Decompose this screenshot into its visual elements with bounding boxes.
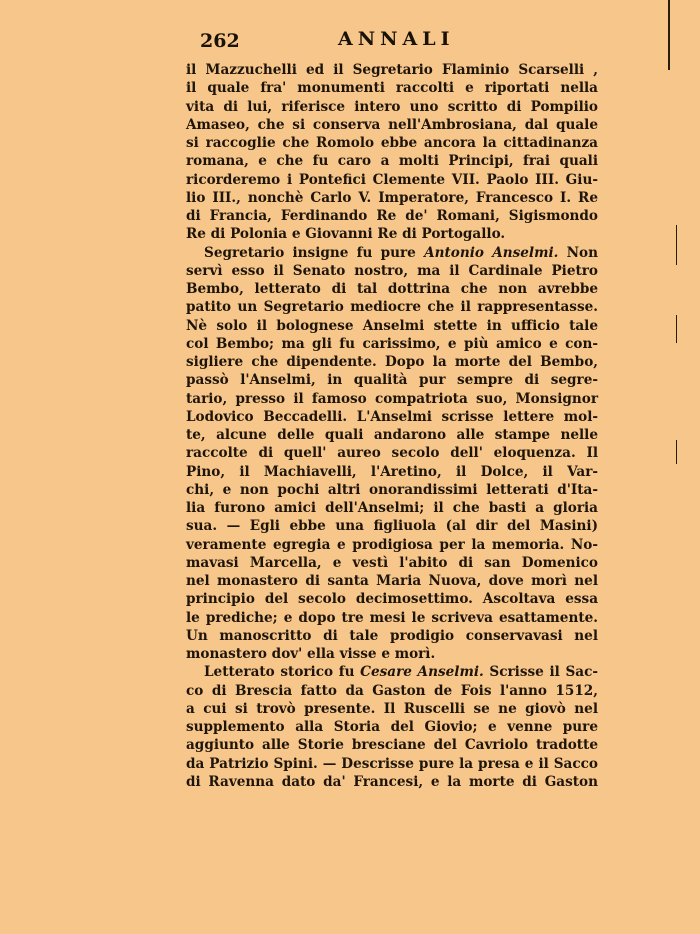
edge-mark — [676, 315, 677, 343]
text-line: lia furono amici dell'Anselmi; il che basti a gloria — [186, 500, 598, 516]
text-line — [186, 244, 598, 262]
text-line: a cui si trovò presente. Il Ruscelli se ne giovò nel — [186, 700, 598, 717]
person-name-italic: Antonio Anselmi. — [424, 244, 559, 261]
text-line: lio III., nonchè Carlo V. Imperatore, Francesco I. Re — [186, 189, 598, 206]
text-line: di Francia, Ferdinando Re de' Romani, Sigismondo — [186, 208, 598, 224]
text-line: le prediche; e dopo tre mesi le scriveva esattamente. — [186, 609, 598, 626]
running-title: ANNALI — [338, 28, 455, 50]
text-line: Nè solo il bolognese Anselmi stette in ufficio tale — [186, 317, 598, 334]
text-line: di Ravenna dato da' Francesi, e la morte di Gaston — [186, 773, 598, 790]
text-segment: Letterato storico fu — [204, 664, 361, 681]
text-line: Un manoscritto di tale prodigio conservavasi nel — [186, 627, 598, 644]
text-line: sua. — Egli ebbe una figliuola (al dir del Masini) — [186, 518, 598, 535]
text-line: si raccoglie che Romolo ebbe ancora la cittadinanza — [186, 135, 598, 151]
text-line: aggiunto alle Storie bresciane del Cavriolo tradotte — [186, 737, 598, 754]
text-line: Bembo, letterato di tal dottrina che non avrebbe — [186, 281, 598, 297]
text-line: co di Brescia fatto da Gaston de Fois l'anno 1512, — [186, 682, 598, 699]
body-text — [186, 61, 598, 791]
text-line: raccolte di quell' aureo secolo dell' eloquenza. Il — [186, 445, 598, 462]
text-line: sigliere che dipendente. Dopo la morte del Bembo, — [186, 354, 598, 370]
text-line: te, alcune delle quali andarono alle stampe nelle — [186, 427, 598, 443]
text-line: Pino, il Machiavelli, l'Aretino, il Dolce, il Var- — [186, 463, 598, 480]
edge-mark — [676, 225, 677, 265]
text-line: il Mazzuchelli ed il Segretario Flaminio Scarselli , — [186, 62, 598, 78]
text-line: il quale fra' monumenti raccolti e riportati nella — [186, 80, 598, 97]
text-line: veramente egregia e prodigiosa per la memoria. No- — [186, 536, 598, 553]
text-line: principio del secolo decimosettimo. Ascoltava essa — [186, 591, 598, 608]
text-line — [186, 663, 598, 681]
text-line: col Bembo; ma gli fu carissimo, e più amico e con- — [186, 335, 598, 352]
text-line: romana, e che fu caro a molti Principi, frai quali — [186, 153, 598, 170]
text-segment: Segretario insigne fu pure — [204, 244, 425, 261]
text-segment: Non — [558, 244, 598, 261]
text-line: servì esso il Senato nostro, ma il Cardinale Pietro — [186, 262, 598, 279]
page-number: 262 — [200, 30, 240, 52]
text-line: monastero dov' ella visse e morì. — [186, 646, 436, 662]
text-line: Amaseo, che si conserva nell'Ambrosiana, dal quale — [186, 116, 598, 133]
text-line: chi, e non pochi altri onorandissimi letterati d'Ita- — [186, 481, 598, 498]
text-line: Re di Polonia e Giovanni Re di Portogallo. — [186, 226, 506, 243]
text-line: vita di lui, riferisce intero uno scritto di Pompilio — [186, 98, 598, 115]
text-line: Lodovico Beccadelli. L'Anselmi scrisse lettere mol- — [186, 408, 598, 425]
text-line: patito un Segretario mediocre che il rappresentasse. — [186, 299, 598, 316]
text-line: nel monastero di santa Maria Nuova, dove morì nel — [186, 573, 598, 589]
text-line: supplemento alla Storia del Giovio; e venne pure — [186, 719, 598, 735]
text-line: da Patrizio Spini. — Descrisse pure la presa e il Sacco — [186, 755, 598, 772]
edge-mark — [676, 440, 677, 464]
page-header — [186, 28, 598, 54]
edge-mark — [668, 0, 670, 70]
text-line: passò l'Anselmi, in qualità pur sempre di segre- — [186, 372, 598, 389]
person-name-italic: Cesare Anselmi. — [360, 664, 484, 681]
text-line: tario, presso il famoso compatriota suo, Monsignor — [186, 390, 598, 407]
text-line: ricorderemo i Pontefici Clemente VII. Paolo III. Giu- — [186, 171, 598, 188]
text-line: mavasi Marcella, e vestì l'abito di san Domenico — [186, 554, 598, 571]
text-segment: Scrisse il Sac- — [483, 664, 598, 681]
